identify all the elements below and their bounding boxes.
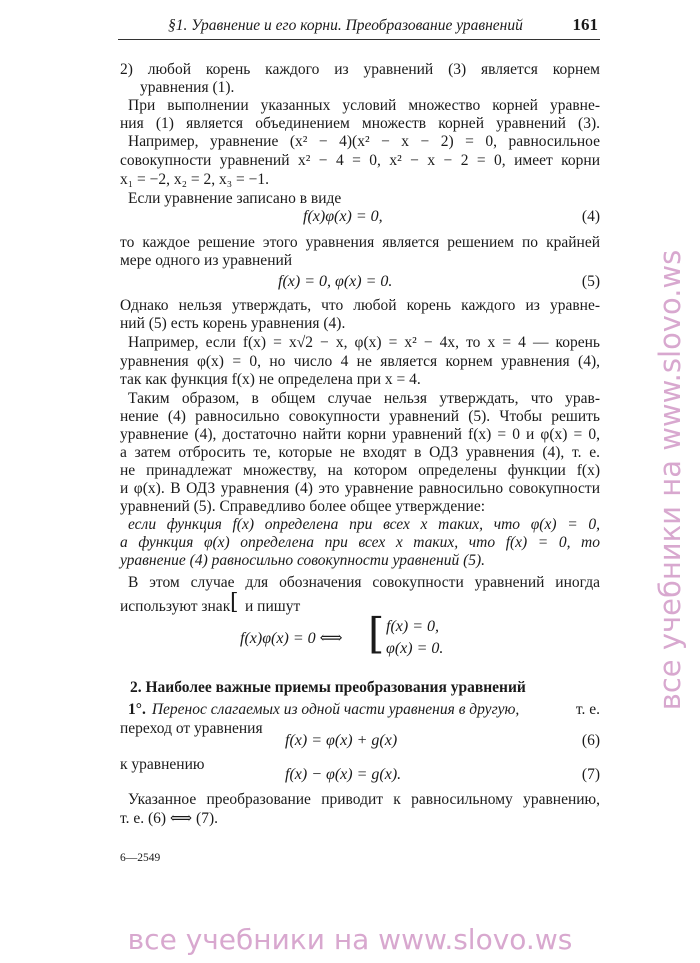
bottom-watermark: все учебники на www.slovo.ws (127, 923, 573, 956)
equation-6: f(x) = φ(x) + g(x) (285, 732, 398, 749)
equation-number-4: (4) (581, 208, 600, 225)
equation-4: f(x)φ(x) = 0, (303, 208, 383, 225)
text-line: совокупности уравнений x² − 4 = 0, x² − x − 2 = 0, имеет корни (120, 152, 600, 169)
item-number: 1°. (128, 701, 146, 718)
text-line: Указанное преобразование приводит к равносильному уравнению, (128, 791, 600, 808)
equation-number-6: (6) (581, 732, 600, 749)
text-line: уравнения (1). (140, 79, 235, 96)
text-line: мере одного из уравнений (120, 252, 293, 269)
text-line: Если уравнение записано в виде (128, 190, 342, 207)
side-watermark-text: все учебники на www.slovo.ws (653, 249, 687, 711)
system-bracket: [ (368, 609, 385, 658)
text-line (128, 701, 600, 719)
text-line: Например, уравнение (x² − 4)(x² − x − 2) = 0, равносильное (128, 133, 600, 150)
text-line: ний (5) есть корень уравнения (4). (120, 315, 346, 332)
text-line: уравнений (5). Справедливо более общее утверждение: (120, 498, 486, 515)
item-title: Перенос слагаемых из одной части уравнения в другую, (151, 701, 520, 718)
text-line: переход от уравнения (120, 720, 263, 737)
theorem-line: если функция f(x) определена при всех x таких, что φ(x) = 0, (128, 516, 600, 533)
equation-5: f(x) = 0, φ(x) = 0. (278, 273, 393, 290)
text-line: x₁ = −2, x₂ = 2, x₃ = −1. (120, 171, 270, 188)
side-watermark (640, 100, 700, 860)
bracket-sign: [ (230, 590, 239, 615)
running-header (118, 13, 600, 39)
text-line: Например, если f(x) = x√2 − x, φ(x) = x² − 4x, то x = 4 — корень (128, 334, 600, 351)
text-line: 2) любой корень каждого из уравнений (3) является корнем (120, 61, 600, 78)
page-number: 161 (572, 15, 598, 34)
equation-7: f(x) − φ(x) = g(x). (285, 766, 402, 783)
equation-number-7: (7) (581, 766, 600, 783)
equation-number-5: (5) (581, 273, 600, 290)
text-line: уравнение (4), достаточно найти корни уравнений f(x) = 0 и φ(x) = 0, (120, 426, 600, 443)
text-line: нение (4) равносильно совокупности уравнений (5). Чтобы решить (120, 408, 600, 425)
text-line: уравнения φ(x) = 0, но число 4 не является корнем уравнения (4), (120, 353, 600, 370)
text-line: не принадлежат множеству, на котором определены функции f(x) (120, 462, 600, 479)
text-line: и пишут (245, 598, 301, 615)
system-eq-1: f(x) = 0, (386, 618, 439, 635)
text-line: Таким образом, в общем случае нельзя утверждать, что урав- (128, 390, 600, 407)
text-line: а затем отбросить те, которые не входят в ОДЗ уравнения (4), т. е. (120, 444, 600, 461)
system-eq-2: φ(x) = 0. (386, 640, 444, 657)
text-line: Однако нельзя утверждать, что любой корень каждого из уравне- (120, 297, 600, 314)
text-line: В этом случае для обозначения совокупности уравнений иногда (128, 574, 600, 591)
printer-signature: 6—2549 (120, 852, 161, 864)
text-line: и φ(x). В ОДЗ уравнения (4) это уравнение равносильно совокупности (120, 480, 600, 497)
theorem-line: а функция φ(x) определена при всех x таких, что f(x) = 0, то (120, 534, 600, 551)
theorem-line: уравнение (4) равносильно совокупности уравнений (5). (120, 552, 486, 569)
text-line: то каждое решение этого уравнения является решением по крайней (120, 234, 600, 251)
header-rule (118, 39, 600, 40)
text-fragment: т. е. (575, 701, 600, 718)
text-line: так как функция f(x) не определена при x = 4. (120, 371, 421, 388)
text-line: ния (1) является объединением множеств корней уравнений (3). (120, 115, 600, 132)
text-line: т. е. (6) ⟺ (7). (120, 810, 218, 827)
text-line: к уравнению (120, 756, 205, 773)
section-heading: 2. Наиболее важные приемы преобразования уравнений (130, 679, 526, 696)
text-line: используют знак (120, 598, 231, 615)
header-title: §1. Уравнение и его корни. Преобразование уравнений (168, 17, 523, 34)
text-line: При выполнении указанных условий множество корней уравне- (128, 97, 600, 114)
system-left: f(x)φ(x) = 0 ⟺ (240, 630, 343, 647)
